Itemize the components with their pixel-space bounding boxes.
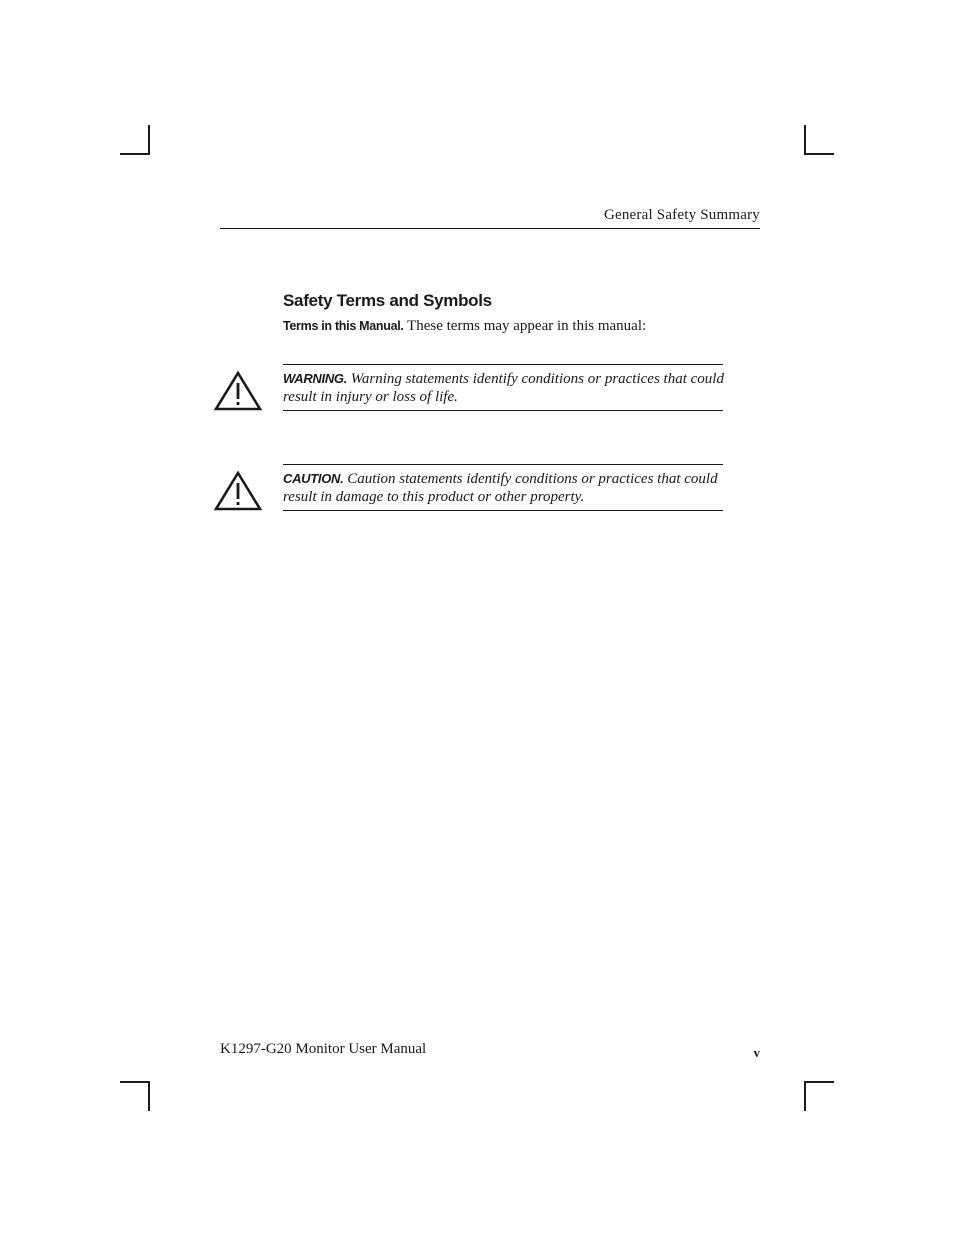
intro-text: These terms may appear in this manual: <box>403 318 647 334</box>
crop-mark-top-left-horizontal <box>120 153 150 155</box>
crop-mark-top-right-horizontal <box>804 153 834 155</box>
crop-mark-bottom-right-vertical <box>804 1081 806 1111</box>
caution-label: CAUTION. <box>283 471 344 486</box>
warning-notice-body <box>283 370 753 406</box>
caution-notice-body <box>283 470 753 506</box>
warning-triangle-icon <box>214 470 262 512</box>
section-title: Safety Terms and Symbols <box>283 291 492 310</box>
crop-mark-bottom-right-horizontal <box>804 1081 834 1083</box>
running-header: General Safety Summary <box>603 207 760 223</box>
header-rule <box>220 228 760 229</box>
footer-manual-title: K1297-G20 Monitor User Manual <box>220 1041 427 1057</box>
crop-mark-bottom-left-horizontal <box>120 1081 150 1083</box>
intro-paragraph <box>283 318 646 335</box>
crop-mark-top-left-vertical <box>148 125 150 155</box>
warning-notice <box>283 364 723 411</box>
warning-triangle-icon <box>214 370 262 412</box>
crop-mark-top-right-vertical <box>804 125 806 155</box>
warning-text: Warning statements identify conditions or practices that could result in injury or loss of life. <box>283 371 724 405</box>
warning-label: WARNING. <box>283 371 348 386</box>
page-number: v <box>753 1045 760 1060</box>
intro-lead: Terms in this Manual. <box>283 319 404 333</box>
crop-mark-bottom-left-vertical <box>148 1081 150 1111</box>
caution-notice <box>283 464 723 511</box>
caution-text: Caution statements identify conditions or practices that could result in damage to this product or other property. <box>283 471 718 505</box>
